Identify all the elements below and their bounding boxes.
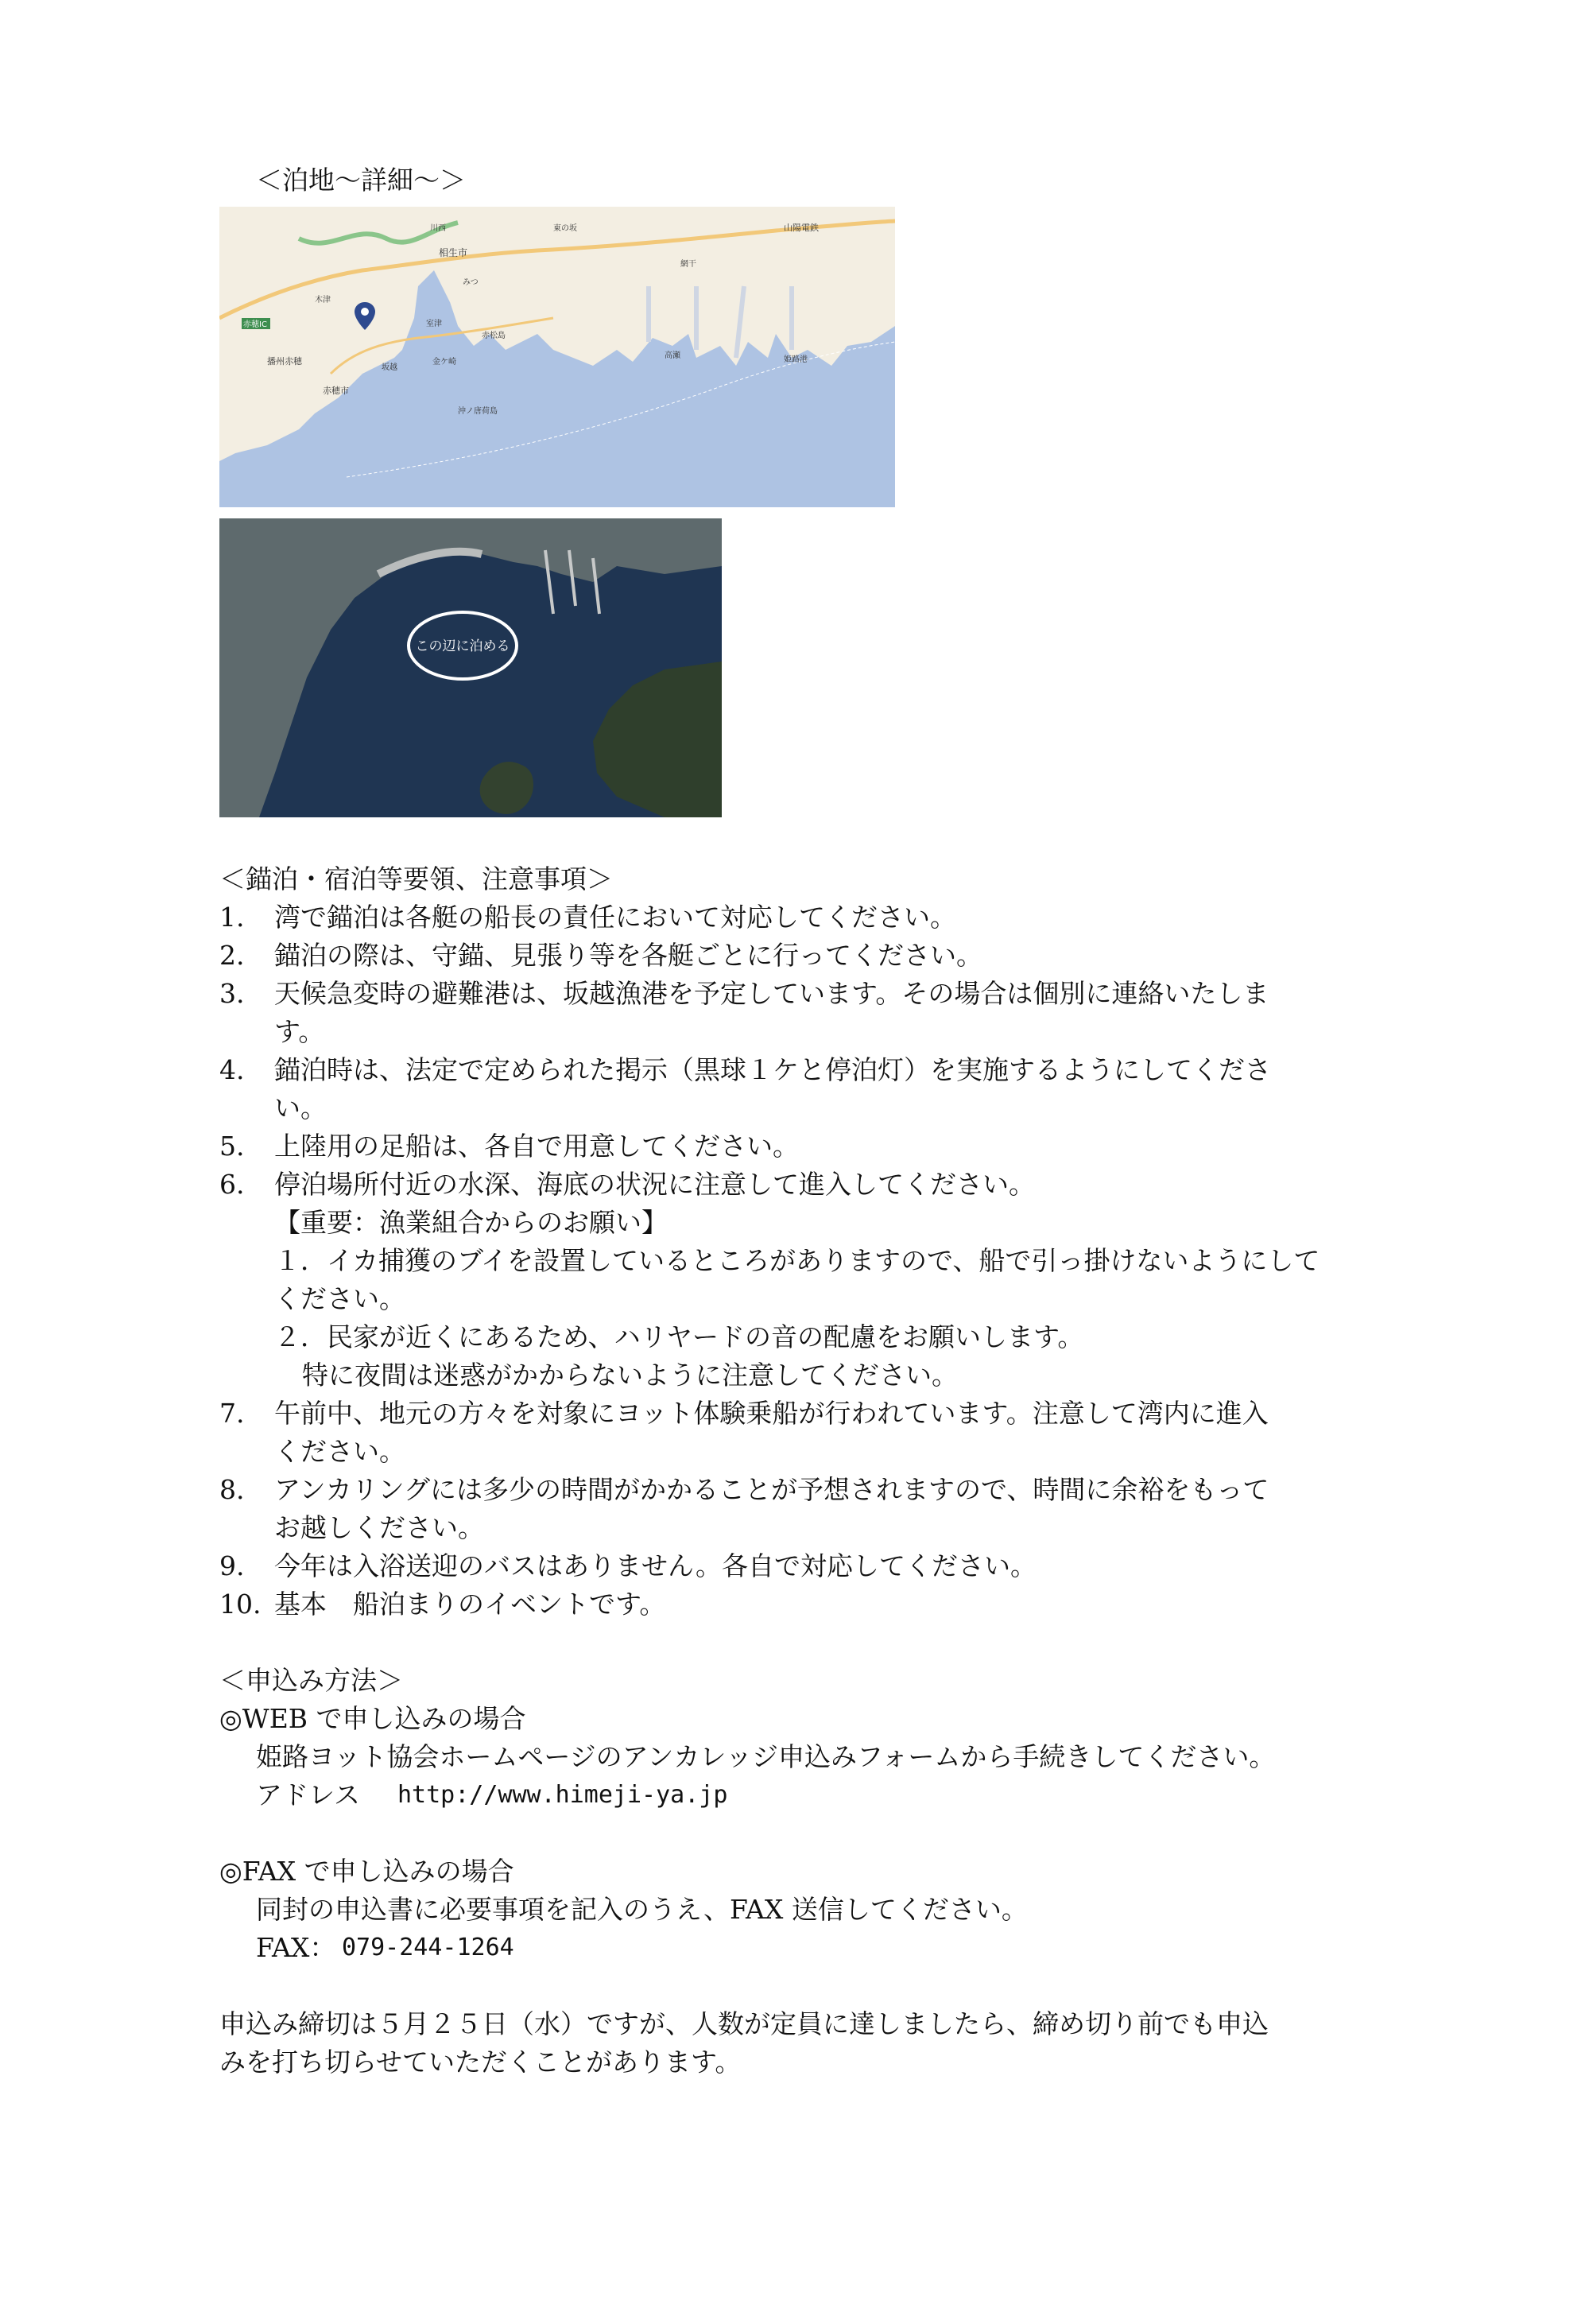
rule-10-text: 基本 船泊まりのイベントです。 bbox=[274, 1589, 666, 1620]
label-kasumi: みつ bbox=[463, 278, 479, 287]
label-ako-ic: 赤穂IC bbox=[243, 320, 267, 329]
rule-2-text: 錨泊の際は、守錨、見張り等を各艇ごとに行ってください。 bbox=[274, 940, 982, 971]
satellite-photo bbox=[219, 518, 722, 817]
important-line-1: １．イカ捕獲のブイを設置しているところがありますので、船で引っ掛けないようにして bbox=[274, 1245, 1320, 1276]
fax-application-title: ◎FAX で申し込みの場合 bbox=[219, 1856, 514, 1887]
important-line-2: ２．民家が近くにあるため、ハリヤードの音の配慮をお願いします。 bbox=[274, 1321, 1084, 1352]
label-akamatsu: 赤松島 bbox=[482, 332, 506, 340]
fax-application-instruction: 同封の申込書に必要事項を記入のうえ、FAX 送信してください。 bbox=[256, 1894, 1028, 1925]
application-heading: ＜申込み方法＞ bbox=[219, 1665, 403, 1696]
label-mitsu-small: 室津 bbox=[426, 320, 442, 328]
satellite-photo-svg bbox=[219, 518, 722, 817]
rule-8-num: 8. bbox=[219, 1474, 245, 1505]
label-himeji-port: 姫路港 bbox=[784, 355, 808, 364]
rule-4-num: 4. bbox=[219, 1054, 245, 1085]
label-sakoshi: 坂越 bbox=[382, 363, 397, 372]
label-kibi: 木津 bbox=[315, 296, 331, 305]
label-boshi: 網干 bbox=[680, 260, 696, 269]
label-sanyo-dentetsu: 山陽電鉄 bbox=[784, 223, 819, 233]
rule-3-cont: す。 bbox=[274, 1016, 325, 1047]
label-ako-city: 赤穂市 bbox=[323, 386, 349, 396]
anchorage-annotation: この辺に泊める bbox=[415, 638, 510, 654]
rule-7-text: 午前中、地元の方々を対象にヨット体験乗船が行われています。注意して湾内に進入 bbox=[274, 1398, 1269, 1429]
rule-6-num: 6. bbox=[219, 1169, 245, 1200]
rule-3-text: 天候急変時の避難港は、坂越漁港を予定しています。その場合は個別に連絡いたしま bbox=[274, 978, 1269, 1009]
rule-8-cont: お越しください。 bbox=[274, 1512, 484, 1543]
rule-7-cont: ください。 bbox=[274, 1436, 405, 1467]
anchorage-detail-heading: ＜泊地～詳細～＞ bbox=[256, 165, 466, 196]
fax-label: FAX： bbox=[256, 1932, 336, 1963]
rule-9-text: 今年は入浴送迎のバスはありません。各自で対応してください。 bbox=[274, 1550, 1037, 1581]
label-tachibana: 高瀬 bbox=[665, 351, 680, 360]
label-aioi-city: 相生市 bbox=[439, 247, 468, 258]
web-address-label: アドレス bbox=[256, 1779, 361, 1810]
deadline-line-2: みを打ち切らせていただくことがあります。 bbox=[219, 2047, 742, 2078]
fax-number: 079-244-1264 bbox=[342, 1934, 514, 1961]
web-application-title: ◎WEB で申し込みの場合 bbox=[219, 1703, 526, 1734]
rule-6-text: 停泊場所付近の水深、海底の状況に注意して進入してください。 bbox=[274, 1169, 1035, 1200]
rule-1-num: 1. bbox=[219, 902, 245, 933]
rule-2-num: 2. bbox=[219, 940, 245, 971]
rule-4-cont: い。 bbox=[274, 1092, 327, 1123]
important-line-2-cont: 特に夜間は迷惑がかからないように注意してください。 bbox=[302, 1360, 958, 1391]
label-kawachi: 川西 bbox=[430, 224, 446, 233]
label-harima-ako: 播州赤穂 bbox=[267, 356, 302, 367]
rule-5-text: 上陸用の足船は、各自で用意してください。 bbox=[274, 1131, 799, 1162]
web-application-instruction: 姫路ヨット協会ホームページのアンカレッジ申込みフォームから手続きしてください。 bbox=[256, 1741, 1276, 1772]
rule-4-text: 錨泊時は、法定で定められた掲示（黒球１ケと停泊灯）を実施するようにしてくださ bbox=[274, 1054, 1271, 1085]
area-map-svg bbox=[219, 207, 895, 507]
deadline-line-1: 申込み締切は５月２５日（水）ですが、人数が定員に達しましたら、締め切り前でも申込 bbox=[219, 2008, 1269, 2039]
rule-9-num: 9. bbox=[219, 1550, 245, 1581]
rule-5-num: 5. bbox=[219, 1131, 245, 1162]
area-map bbox=[219, 207, 895, 507]
rule-7-num: 7. bbox=[219, 1398, 245, 1429]
rule-1-text: 湾で錨泊は各艇の船長の責任において対応してください。 bbox=[274, 902, 956, 933]
rules-heading: ＜錨泊・宿泊等要領、注意事項＞ bbox=[219, 863, 613, 894]
rule-10-num: 10. bbox=[219, 1589, 262, 1620]
web-address-link[interactable]: http://www.himeji-ya.jp bbox=[397, 1781, 728, 1809]
label-kanegasaki: 金ケ崎 bbox=[432, 358, 456, 367]
important-line-1-cont: ください。 bbox=[274, 1283, 405, 1314]
rule-8-text: アンカリングには多少の時間がかかることが予想されますので、時間に余裕をもって bbox=[274, 1474, 1269, 1505]
label-higashi: 東の坂 bbox=[553, 224, 577, 233]
important-title: 【重要：漁業組合からのお願い】 bbox=[274, 1207, 668, 1238]
rule-3-num: 3. bbox=[219, 978, 245, 1009]
label-okinomaejima: 沖ノ唐荷島 bbox=[458, 407, 498, 416]
